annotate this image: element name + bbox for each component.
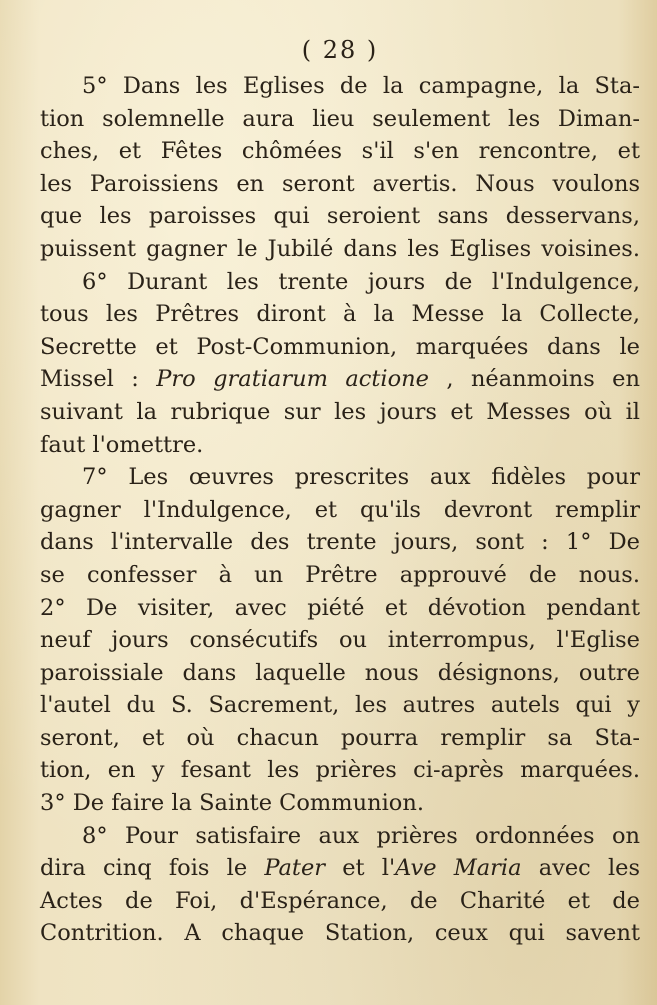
paragraph-5: [40, 70, 640, 266]
text-line: que les paroisses qui seroient sans desservans,: [40, 203, 640, 230]
page-number: ( 28 ): [301, 36, 379, 64]
pater-after: avec les: [538, 855, 641, 882]
text-line: paroissiale dans laquelle nous désignons, outre: [40, 659, 640, 686]
text-line: puissent gagner le Jubilé dans les Eglises voisines.: [40, 235, 640, 262]
missel-after: , néanmoins en: [446, 366, 640, 393]
pater-before: dira cinq fois le: [40, 855, 248, 882]
missel-before: Missel :: [40, 366, 139, 393]
text-line: seront, et où chacun pourra remplir sa Sta-: [40, 724, 640, 751]
text-line-pater: [40, 852, 640, 885]
missel-italic: Pro gratiarum actione: [156, 366, 429, 393]
text-line: Actes de Foi, d'Espérance, de Charité et de: [40, 887, 640, 914]
text-line: les Paroissiens en seront avertis. Nous voulons: [40, 170, 640, 197]
text-line: dans l'intervalle des trente jours, sont : 1° De: [40, 529, 640, 556]
text-line: neuf jours consécutifs ou interrompus, l'Eglise: [40, 627, 640, 654]
pater-italic: Pater: [264, 855, 326, 882]
text-line: Contrition. A chaque Station, ceux qui savent: [40, 920, 640, 947]
text-line: 2° De visiter, avec piété et dévotion pendant: [40, 594, 640, 621]
ave-maria-italic: Ave Maria: [395, 855, 522, 882]
text-line: l'autel du S. Sacrement, les autres autels qui y: [40, 692, 640, 719]
text-line: tion solemnelle aura lieu seulement les Diman-: [40, 105, 640, 132]
text-line: ches, et Fêtes chômées s'il s'en rencontre, et: [40, 138, 640, 165]
text-line: suivant la rubrique sur les jours et Messes où il: [40, 398, 640, 425]
text-line-missel: [40, 363, 640, 396]
text-line: se confesser à un Prêtre approuvé de nous.: [40, 561, 640, 588]
paragraph-6: [40, 266, 640, 462]
text-block: [40, 30, 640, 950]
text-line: faut l'omettre.: [40, 431, 204, 458]
text-line: 5° Dans les Eglises de la campagne, la Sta-: [82, 73, 640, 99]
text-line: 8° Pour satisfaire aux prières ordonnées on: [82, 822, 640, 849]
text-line: tous les Prêtres diront à la Messe la Collecte,: [40, 301, 640, 328]
paragraph-8: [40, 820, 640, 950]
text-line: 6° Durant les trente jours de l'Indulgence,: [82, 268, 640, 295]
pater-middle: et l': [342, 855, 396, 882]
text-line: 7° Les œuvres prescrites aux fidèles pour: [82, 464, 640, 491]
text-line: Secrette et Post-Communion, marquées dans le: [40, 333, 640, 360]
text-line: gagner l'Indulgence, et qu'ils devront remplir: [40, 496, 640, 523]
text-line: tion, en y fesant les prières ci-après marquées.: [40, 757, 640, 784]
paragraph-7: [40, 461, 640, 820]
text-line: 3° De faire la Sainte Communion.: [40, 790, 424, 817]
